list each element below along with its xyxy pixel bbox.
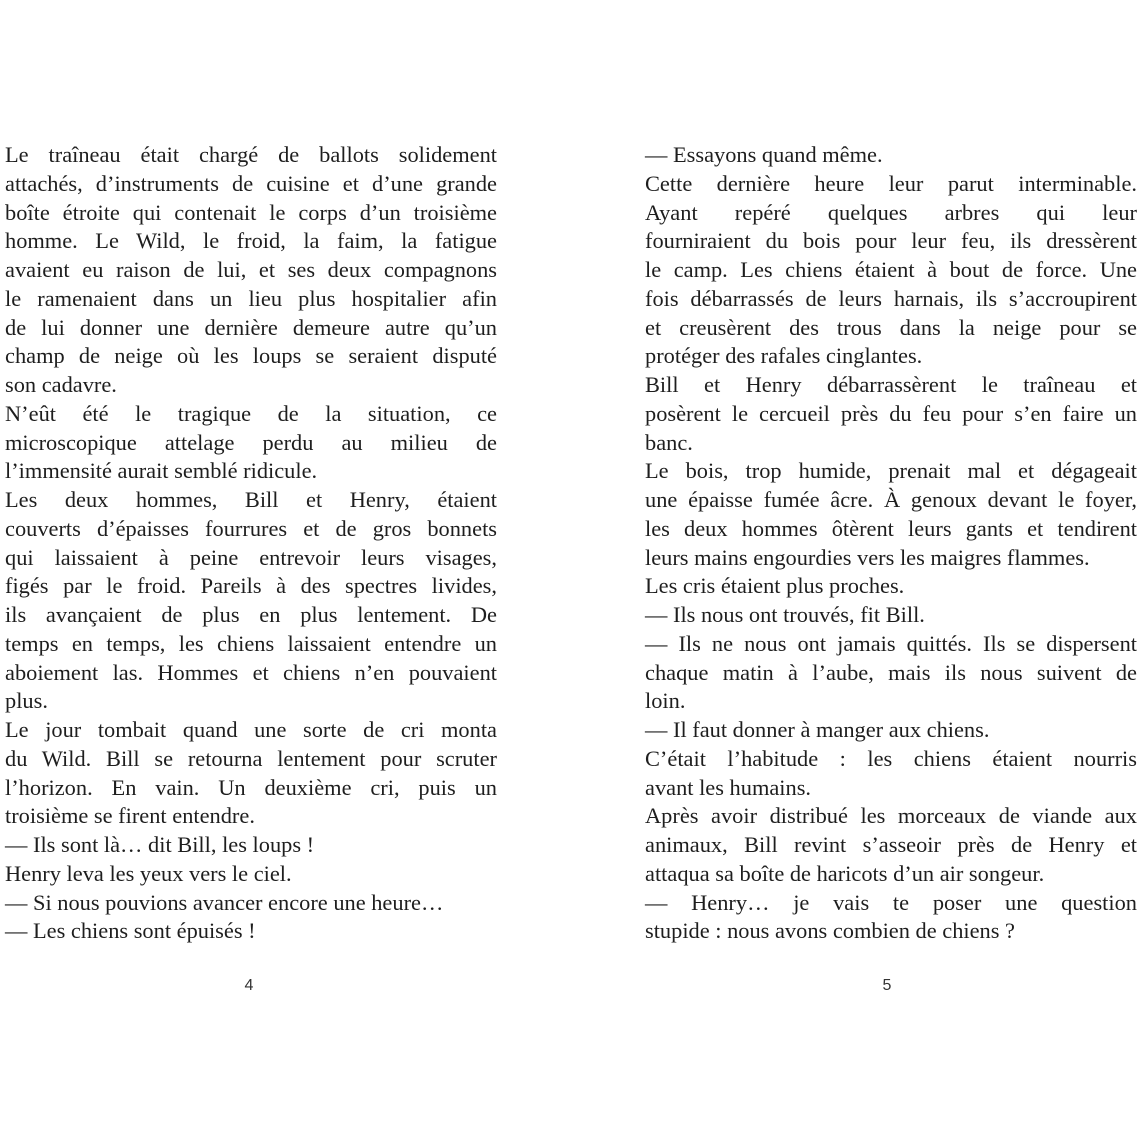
- text-line: homme. Le Wild, le froid, la faim, la fatigue: [5, 228, 497, 254]
- text-line: Le bois, trop humide, prenait mal et dégageait: [645, 458, 1137, 484]
- text-line: l’horizon. En vain. Un deuxième cri, puis un: [5, 774, 497, 800]
- text-line: avant les humains.: [645, 774, 812, 800]
- text-line: — Ils ne nous ont jamais quittés. Ils se dispersent: [645, 630, 1137, 656]
- text-line: son cadavre.: [5, 372, 117, 397]
- text-line: banc.: [645, 429, 693, 455]
- text-line: — Ils sont là… dit Bill, les loups !: [5, 832, 315, 857]
- text-line: Après avoir distribué les morceaux de viande aux: [645, 803, 1137, 829]
- text-line: animaux, Bill revint s’asseoir près de Henry et: [645, 832, 1137, 857]
- text-line: N’eût été le tragique de la situation, ce: [5, 400, 497, 426]
- text-line: qui laissaient à peine entrevoir leurs visages,: [5, 544, 497, 570]
- text-line: microscopique attelage perdu au milieu de: [5, 429, 497, 455]
- right-page: [645, 0, 1137, 1137]
- text-line: plus.: [5, 688, 48, 714]
- text-line: fourniraient du bois pour leur feu, ils dressèrent: [645, 228, 1137, 254]
- text-line: stupide : nous avons combien de chiens ?: [645, 918, 1015, 944]
- text-line: figés par le froid. Pareils à des spectres livides,: [5, 573, 497, 599]
- text-line: ils avançaient de plus en plus lentement. De: [5, 602, 497, 627]
- text-line: l’immensité aurait semblé ridicule.: [5, 458, 318, 484]
- text-line: Cette dernière heure leur parut interminable.: [645, 170, 1137, 196]
- text-line: Ayant repéré quelques arbres qui leur: [645, 199, 1137, 225]
- text-line: leurs mains engourdies vers les maigres flammes.: [645, 544, 1090, 570]
- left-page-text: [5, 141, 497, 946]
- text-line: aboiement las. Hommes et chiens n’en pouvaient: [5, 659, 497, 685]
- text-line: de lui donner une dernière demeure autre qu’un: [5, 314, 497, 340]
- text-line: avaient eu raison de lui, et ses deux compagnons: [5, 257, 497, 282]
- text-line: Le traîneau était chargé de ballots solidement: [5, 142, 497, 167]
- text-line: couverts d’épaisses fourrures et de gros bonnets: [5, 515, 497, 541]
- text-line: Henry leva les yeux vers le ciel.: [5, 860, 292, 886]
- text-line: protéger des rafales cinglantes.: [645, 343, 923, 369]
- text-line: loin.: [645, 688, 686, 714]
- text-line: chaque matin à l’aube, mais ils nous suivent de: [645, 659, 1137, 685]
- text-line: — Essayons quand même.: [645, 142, 883, 167]
- left-page: [5, 0, 497, 1137]
- text-line: Les deux hommes, Bill et Henry, étaient: [5, 487, 497, 512]
- text-line: du Wild. Bill se retourna lentement pour scruter: [5, 745, 497, 771]
- page-number-right: 5: [882, 977, 892, 994]
- text-line: troisième se firent entendre.: [5, 803, 255, 829]
- text-line: champ de neige où les loups se seraient disputé: [5, 343, 497, 369]
- text-line: — Il faut donner à manger aux chiens.: [645, 717, 990, 742]
- text-line: le ramenaient dans un lieu plus hospitalier afin: [5, 285, 497, 311]
- text-line: — Ils nous ont trouvés, fit Bill.: [645, 602, 925, 627]
- text-line: temps en temps, les chiens laissaient entendre un: [5, 630, 497, 656]
- text-line: — Les chiens sont épuisés !: [5, 918, 256, 944]
- text-line: attachés, d’instruments de cuisine et d’une grande: [5, 170, 497, 196]
- text-line: Le jour tombait quand une sorte de cri monta: [5, 717, 497, 742]
- text-line: et creusèrent des trous dans la neige pour se: [645, 314, 1137, 340]
- text-line: fois débarrassés de leurs harnais, ils s’accroupirent: [645, 285, 1137, 311]
- text-line: — Henry… je vais te poser une question: [645, 889, 1137, 915]
- text-line: — Si nous pouvions avancer encore une heure…: [5, 889, 444, 915]
- text-line: les deux hommes ôtèrent leurs gants et tendirent: [645, 515, 1137, 541]
- text-line: Bill et Henry débarrassèrent le traîneau et: [645, 372, 1137, 397]
- text-line: posèrent le cercueil près du feu pour s’en faire un: [645, 400, 1137, 426]
- text-line: une épaisse fumée âcre. À genoux devant le foyer,: [645, 487, 1137, 512]
- text-line: Les cris étaient plus proches.: [645, 573, 905, 599]
- page-number-left: 4: [244, 977, 254, 994]
- text-line: attaqua sa boîte de haricots d’un air songeur.: [645, 860, 1045, 886]
- text-line: boîte étroite qui contenait le corps d’un troisième: [5, 199, 497, 225]
- text-line: le camp. Les chiens étaient à bout de force. Une: [645, 257, 1137, 282]
- text-line: C’était l’habitude : les chiens étaient nourris: [645, 745, 1137, 771]
- right-page-text: [645, 141, 1137, 946]
